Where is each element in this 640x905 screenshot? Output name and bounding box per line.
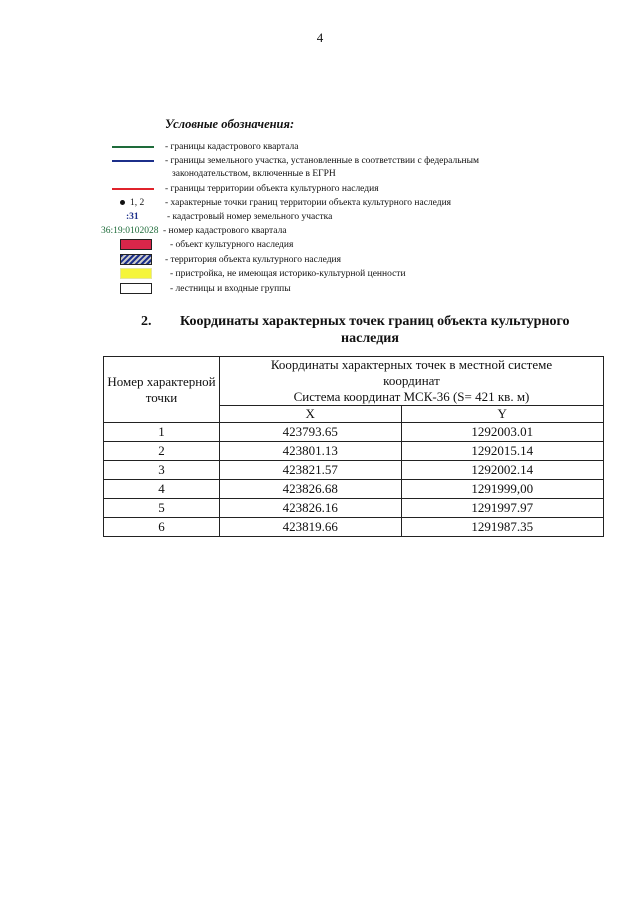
point-number-cell: 3 [104,461,220,480]
x-cell: 423821.57 [220,461,402,480]
red-fill-box-icon [120,239,152,250]
legend-item-label: - границы кадастрового квартала [165,142,299,152]
coordinates-header-line2: координат [383,373,440,388]
y-cell: 1291987.35 [401,518,604,537]
quarter-number-label: 36:19:0102028 [101,226,159,236]
x-cell: 423801.13 [220,442,402,461]
legend-item-label: - пристройка, не имеющая историко-культурной ценности [170,269,406,279]
point-number-cell: 2 [104,442,220,461]
blue-line-icon [112,160,154,162]
table-row [104,423,604,442]
legend-item-label: - кадастровый номер земельного участка [167,212,333,222]
y-cell: 1291997.97 [401,499,604,518]
section-number: 2. [141,314,152,329]
table-row [104,442,604,461]
coordinates-header-line3: Система координат МСК-36 (S= 421 кв. м) [293,389,530,404]
empty-box-icon [120,283,152,294]
legend-item-label: - характерные точки границ территории объекта культурного наследия [165,198,452,208]
legend-item-label: - территория объекта культурного наследия [165,255,341,265]
legend-item-label: - лестницы и входные группы [170,284,291,294]
legend-item-label: - границы земельного участка, установленные в соответствии с федеральным [165,156,480,166]
table-row [104,499,604,518]
y-cell: 1292015.14 [401,442,604,461]
green-line-icon [112,146,154,148]
legend-item-label: - границы территории объекта культурного наследия [165,184,379,194]
parcel-number-label: :31 [126,212,139,222]
legend-item-label: законодательством, включенные в ЕГРН [172,169,336,179]
y-cell: 1291999,00 [401,480,604,499]
x-cell: 423826.16 [220,499,402,518]
legend-title: Условные обозначения: [165,117,295,131]
table-row [104,518,604,537]
y-cell: 1292003.01 [401,423,604,442]
table-row [104,480,604,499]
x-cell: 423819.66 [220,518,402,537]
yellow-fill-box-icon [120,268,152,279]
point-number-cell: 1 [104,423,220,442]
point-number-cell: 5 [104,499,220,518]
point-number-cell: 6 [104,518,220,537]
legend-item-label: - объект культурного наследия [170,240,294,250]
coordinates-table [103,356,604,537]
coordinates-header-line1: Координаты характерных точек в местной системе [270,357,553,372]
x-cell: 423826.68 [220,480,402,499]
y-header: Y [401,406,604,423]
x-header: X [220,406,402,423]
point-number-cell: 4 [104,480,220,499]
x-cell: 423793.65 [220,423,402,442]
hatch-box-icon [120,254,152,265]
coordinates-header [220,357,604,406]
point-label: 1, 2 [130,198,145,208]
legend-item-label: - номер кадастрового квартала [163,226,287,236]
section-title-line1: Координаты характерных точек границ объекта культурного [180,314,570,329]
point-number-header: Номер характерной точки [104,357,220,423]
section-title-line2: наследия [341,331,399,346]
red-line-icon [112,188,154,190]
point-dot-icon [120,200,125,205]
y-cell: 1292002.14 [401,461,604,480]
table-row [104,461,604,480]
page-number: 4 [316,30,324,45]
